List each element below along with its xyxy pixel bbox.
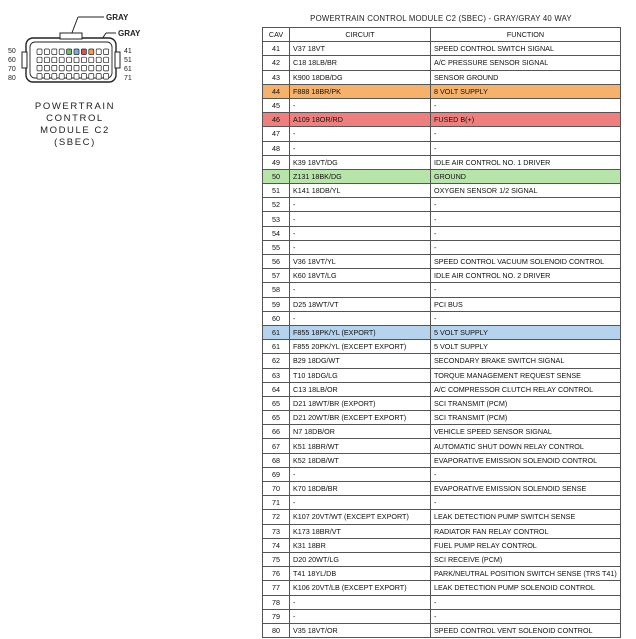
table-row xyxy=(263,538,621,552)
circuit-cell: K39 18VT/DG xyxy=(290,155,431,169)
cav-cell: 63 xyxy=(263,368,290,382)
table-row xyxy=(263,155,621,169)
connector-pin-cavity xyxy=(52,57,57,63)
table-row xyxy=(263,297,621,311)
cav-cell: 46 xyxy=(263,113,290,127)
cav-cell: 71 xyxy=(263,496,290,510)
circuit-cell: - xyxy=(290,595,431,609)
pinout-table-body xyxy=(263,42,621,638)
function-cell: LEAK DETECTION PUMP SWITCH SENSE xyxy=(431,510,621,524)
circuit-cell: - xyxy=(290,141,431,155)
pin-number-left-1: 50 xyxy=(8,48,16,55)
connector-pin-cavity xyxy=(44,74,49,80)
function-cell: EVAPORATIVE EMISSION SOLENOID SENSE xyxy=(431,482,621,496)
table-row xyxy=(263,354,621,368)
connector-pin-cavity xyxy=(89,74,94,80)
circuit-cell: C18 18LB/BR xyxy=(290,56,431,70)
connector-pin-cavity xyxy=(37,49,42,55)
function-cell: 5 VOLT SUPPLY xyxy=(431,340,621,354)
cav-cell: 68 xyxy=(263,453,290,467)
connector-drawing xyxy=(0,0,240,100)
table-row xyxy=(263,84,621,98)
function-cell: SCI RECEIVE (PCM) xyxy=(431,552,621,566)
connector-pin-cavity xyxy=(96,57,101,63)
circuit-cell: - xyxy=(290,240,431,254)
table-row xyxy=(263,439,621,453)
circuit-cell: V35 18VT/OR xyxy=(290,623,431,637)
table-row xyxy=(263,482,621,496)
circuit-cell: K51 18BR/WT xyxy=(290,439,431,453)
cav-cell: 42 xyxy=(263,56,290,70)
cav-cell: 67 xyxy=(263,439,290,453)
table-row xyxy=(263,212,621,226)
connector-latch xyxy=(60,33,82,39)
function-cell: FUSED B(+) xyxy=(431,113,621,127)
connector-pin-cavity xyxy=(44,49,49,55)
circuit-cell: T10 18DG/LG xyxy=(290,368,431,382)
circuit-cell: F855 20PK/YL (EXCEPT EXPORT) xyxy=(290,340,431,354)
table-row xyxy=(263,411,621,425)
function-cell: A/C PRESSURE SENSOR SIGNAL xyxy=(431,56,621,70)
connector-pin-cavity xyxy=(74,74,79,80)
function-cell: PCI BUS xyxy=(431,297,621,311)
circuit-cell: K31 18BR xyxy=(290,538,431,552)
function-cell: - xyxy=(431,127,621,141)
connector-pin-cavity xyxy=(96,49,101,55)
cav-cell: 54 xyxy=(263,226,290,240)
table-row xyxy=(263,98,621,112)
table-row xyxy=(263,567,621,581)
table-row xyxy=(263,623,621,637)
function-cell: - xyxy=(431,467,621,481)
table-title: POWERTRAIN CONTROL MODULE C2 (SBEC) - GRAY/GRAY 40 WAY xyxy=(310,14,572,23)
header-function: FUNCTION xyxy=(431,28,621,42)
function-cell: SPEED CONTROL VACUUM SOLENOID CONTROL xyxy=(431,255,621,269)
function-cell: LEAK DETECTION PUMP SOLENOID CONTROL xyxy=(431,581,621,595)
connector-pin-cavity xyxy=(74,57,79,63)
connector-pin-cavity xyxy=(37,57,42,63)
connector-pin-cavity xyxy=(37,65,42,71)
pin-number-right-4: 71 xyxy=(124,75,132,82)
cav-cell: 49 xyxy=(263,155,290,169)
function-cell: EVAPORATIVE EMISSION SOLENOID CONTROL xyxy=(431,453,621,467)
pin-number-left-2: 60 xyxy=(8,57,16,64)
connector-pin-cavity xyxy=(89,49,94,55)
connector-pin-cavity xyxy=(59,49,64,55)
table-row xyxy=(263,552,621,566)
connector-pin-cavity xyxy=(104,57,109,63)
connector-pin-cavity xyxy=(89,65,94,71)
connector-pin-cavity xyxy=(96,74,101,80)
pinout-table xyxy=(262,27,621,638)
cav-cell: 79 xyxy=(263,609,290,623)
connector-pin-cavity xyxy=(81,74,86,80)
cav-cell: 74 xyxy=(263,538,290,552)
circuit-cell: K141 18DB/YL xyxy=(290,184,431,198)
function-cell: - xyxy=(431,240,621,254)
connector-pin-cavity xyxy=(96,65,101,71)
circuit-cell: D20 20WT/LG xyxy=(290,552,431,566)
circuit-cell: K52 18DB/WT xyxy=(290,453,431,467)
circuit-cell: - xyxy=(290,283,431,297)
table-row xyxy=(263,240,621,254)
caption-line-2: CONTROL xyxy=(46,113,104,124)
circuit-cell: K60 18VT/LG xyxy=(290,269,431,283)
cav-cell: 57 xyxy=(263,269,290,283)
circuit-cell: - xyxy=(290,226,431,240)
function-cell: TORQUE MANAGEMENT REQUEST SENSE xyxy=(431,368,621,382)
table-row xyxy=(263,169,621,183)
connector-pin-cavity xyxy=(81,65,86,71)
cav-cell: 75 xyxy=(263,552,290,566)
circuit-cell: - xyxy=(290,98,431,112)
cav-cell: 61 xyxy=(263,325,290,339)
connector-pin-cavity xyxy=(52,65,57,71)
connector-pin-cavity xyxy=(59,65,64,71)
table-row xyxy=(263,609,621,623)
cav-cell: 77 xyxy=(263,581,290,595)
cav-cell: 52 xyxy=(263,198,290,212)
cav-cell: 58 xyxy=(263,283,290,297)
circuit-cell: V36 18VT/YL xyxy=(290,255,431,269)
circuit-cell: D21 20WT/BR (EXCEPT EXPORT) xyxy=(290,411,431,425)
table-row xyxy=(263,467,621,481)
circuit-cell: C13 18LB/OR xyxy=(290,382,431,396)
header-circuit: CIRCUIT xyxy=(290,28,431,42)
cav-cell: 73 xyxy=(263,524,290,538)
circuit-cell: D25 18WT/VT xyxy=(290,297,431,311)
function-cell: - xyxy=(431,98,621,112)
table-row xyxy=(263,141,621,155)
circuit-cell: T41 18YL/DB xyxy=(290,567,431,581)
pin-number-left-3: 70 xyxy=(8,66,16,73)
circuit-cell: K900 18DB/DG xyxy=(290,70,431,84)
cav-cell: 69 xyxy=(263,467,290,481)
cav-cell: 44 xyxy=(263,84,290,98)
cav-cell: 64 xyxy=(263,382,290,396)
header-cav: CAV xyxy=(263,28,290,42)
function-cell: 5 VOLT SUPPLY xyxy=(431,325,621,339)
cav-cell: 59 xyxy=(263,297,290,311)
table-row xyxy=(263,127,621,141)
table-row xyxy=(263,325,621,339)
table-row xyxy=(263,269,621,283)
function-cell: SENSOR GROUND xyxy=(431,70,621,84)
connector-pin-cavity xyxy=(52,74,57,80)
table-row xyxy=(263,581,621,595)
function-cell: IDLE AIR CONTROL NO. 1 DRIVER xyxy=(431,155,621,169)
cav-cell: 80 xyxy=(263,623,290,637)
table-row xyxy=(263,595,621,609)
pin-number-left-4: 80 xyxy=(8,75,16,82)
connector-pin-cavity xyxy=(67,57,72,63)
function-cell: SPEED CONTROL VENT SOLENOID CONTROL xyxy=(431,623,621,637)
function-cell: - xyxy=(431,226,621,240)
connector-pin-cavity xyxy=(104,49,109,55)
table-row xyxy=(263,198,621,212)
cav-cell: 60 xyxy=(263,311,290,325)
cav-cell: 43 xyxy=(263,70,290,84)
table-row xyxy=(263,453,621,467)
circuit-cell: N7 18DB/OR xyxy=(290,425,431,439)
table-row xyxy=(263,311,621,325)
function-cell: IDLE AIR CONTROL NO. 2 DRIVER xyxy=(431,269,621,283)
cav-cell: 65 xyxy=(263,411,290,425)
function-cell: SCI TRANSMIT (PCM) xyxy=(431,411,621,425)
cav-cell: 72 xyxy=(263,510,290,524)
table-row xyxy=(263,524,621,538)
circuit-cell: - xyxy=(290,127,431,141)
cav-cell: 78 xyxy=(263,595,290,609)
circuit-cell: V37 18VT xyxy=(290,42,431,56)
connector-pin-cavity xyxy=(67,65,72,71)
connector-left-key xyxy=(22,52,27,68)
cav-cell: 48 xyxy=(263,141,290,155)
function-cell: - xyxy=(431,311,621,325)
circuit-cell: - xyxy=(290,467,431,481)
function-cell: - xyxy=(431,141,621,155)
cav-cell: 55 xyxy=(263,240,290,254)
circuit-cell: Z131 18BK/DG xyxy=(290,169,431,183)
circuit-cell: F855 18PK/YL (EXPORT) xyxy=(290,325,431,339)
circuit-cell: - xyxy=(290,198,431,212)
gray-label-top: GRAY xyxy=(106,13,129,22)
function-cell: - xyxy=(431,496,621,510)
table-row xyxy=(263,184,621,198)
table-row xyxy=(263,368,621,382)
cav-cell: 61 xyxy=(263,340,290,354)
pin-number-right-2: 51 xyxy=(124,57,132,64)
table-row xyxy=(263,70,621,84)
circuit-cell: D21 18WT/BR (EXPORT) xyxy=(290,396,431,410)
cav-cell: 45 xyxy=(263,98,290,112)
connector-pin-cavity xyxy=(81,57,86,63)
function-cell: FUEL PUMP RELAY CONTROL xyxy=(431,538,621,552)
function-cell: A/C COMPRESSOR CLUTCH RELAY CONTROL xyxy=(431,382,621,396)
table-row xyxy=(263,255,621,269)
connector-pin-cavity xyxy=(37,74,42,80)
cav-cell: 53 xyxy=(263,212,290,226)
connector-pin-cavity xyxy=(81,49,86,55)
connector-pin-cavity xyxy=(104,65,109,71)
connector-right-key xyxy=(115,52,120,68)
connector-pin-cavity xyxy=(59,57,64,63)
circuit-cell: K70 18DB/BR xyxy=(290,482,431,496)
circuit-cell: - xyxy=(290,212,431,226)
function-cell: - xyxy=(431,283,621,297)
table-row xyxy=(263,425,621,439)
function-cell: VEHICLE SPEED SENSOR SIGNAL xyxy=(431,425,621,439)
cav-cell: 41 xyxy=(263,42,290,56)
pin-number-right-1: 41 xyxy=(124,48,132,55)
function-cell: PARK/NEUTRAL POSITION SWITCH SENSE (TRS T41) xyxy=(431,567,621,581)
table-row xyxy=(263,340,621,354)
caption-line-1: POWERTRAIN xyxy=(34,101,116,112)
table-row xyxy=(263,382,621,396)
circuit-cell: A109 18OR/RD xyxy=(290,113,431,127)
function-cell: SECONDARY BRAKE SWITCH SIGNAL xyxy=(431,354,621,368)
table-row xyxy=(263,510,621,524)
function-cell: - xyxy=(431,212,621,226)
connector-pin-cavity xyxy=(44,57,49,63)
connector-pin-cavity xyxy=(74,49,79,55)
table-row xyxy=(263,113,621,127)
caption-line-4: (SBEC) xyxy=(54,137,96,148)
circuit-cell: - xyxy=(290,496,431,510)
table-row xyxy=(263,42,621,56)
table-row xyxy=(263,56,621,70)
function-cell: SCI TRANSMIT (PCM) xyxy=(431,396,621,410)
function-cell: RADIATOR FAN RELAY CONTROL xyxy=(431,524,621,538)
connector-pin-cavity xyxy=(67,49,72,55)
circuit-cell: - xyxy=(290,311,431,325)
pin-number-right-3: 61 xyxy=(124,66,132,73)
circuit-cell: K173 18BR/VT xyxy=(290,524,431,538)
connector-pin-cavity xyxy=(44,65,49,71)
cav-cell: 70 xyxy=(263,482,290,496)
caption-line-3: MODULE C2 xyxy=(40,125,110,136)
circuit-cell: B29 18DG/WT xyxy=(290,354,431,368)
connector-pin-cavity xyxy=(67,74,72,80)
circuit-cell: K106 20VT/LB (EXCEPT EXPORT) xyxy=(290,581,431,595)
connector-pin-cavity xyxy=(52,49,57,55)
cav-cell: 66 xyxy=(263,425,290,439)
circuit-cell: - xyxy=(290,609,431,623)
table-row xyxy=(263,496,621,510)
gray-label-right: GRAY xyxy=(118,29,141,38)
function-cell: - xyxy=(431,595,621,609)
cav-cell: 62 xyxy=(263,354,290,368)
table-row xyxy=(263,396,621,410)
function-cell: AUTOMATIC SHUT DOWN RELAY CONTROL xyxy=(431,439,621,453)
connector-pin-cavity xyxy=(59,74,64,80)
table-header-row xyxy=(263,28,621,42)
function-cell: 8 VOLT SUPPLY xyxy=(431,84,621,98)
function-cell: SPEED CONTROL SWITCH SIGNAL xyxy=(431,42,621,56)
function-cell: - xyxy=(431,609,621,623)
function-cell: GROUND xyxy=(431,169,621,183)
cav-cell: 65 xyxy=(263,396,290,410)
circuit-cell: F888 18BR/PK xyxy=(290,84,431,98)
connector-diagram xyxy=(0,0,240,170)
connector-pin-cavity xyxy=(74,65,79,71)
circuit-cell: K107 20VT/WT (EXCEPT EXPORT) xyxy=(290,510,431,524)
function-cell: - xyxy=(431,198,621,212)
connector-pin-cavity xyxy=(89,57,94,63)
table-row xyxy=(263,283,621,297)
cav-cell: 47 xyxy=(263,127,290,141)
cav-cell: 51 xyxy=(263,184,290,198)
table-row xyxy=(263,226,621,240)
cav-cell: 56 xyxy=(263,255,290,269)
cav-cell: 50 xyxy=(263,169,290,183)
connector-pin-cavity xyxy=(104,74,109,80)
cav-cell: 76 xyxy=(263,567,290,581)
function-cell: OXYGEN SENSOR 1/2 SIGNAL xyxy=(431,184,621,198)
